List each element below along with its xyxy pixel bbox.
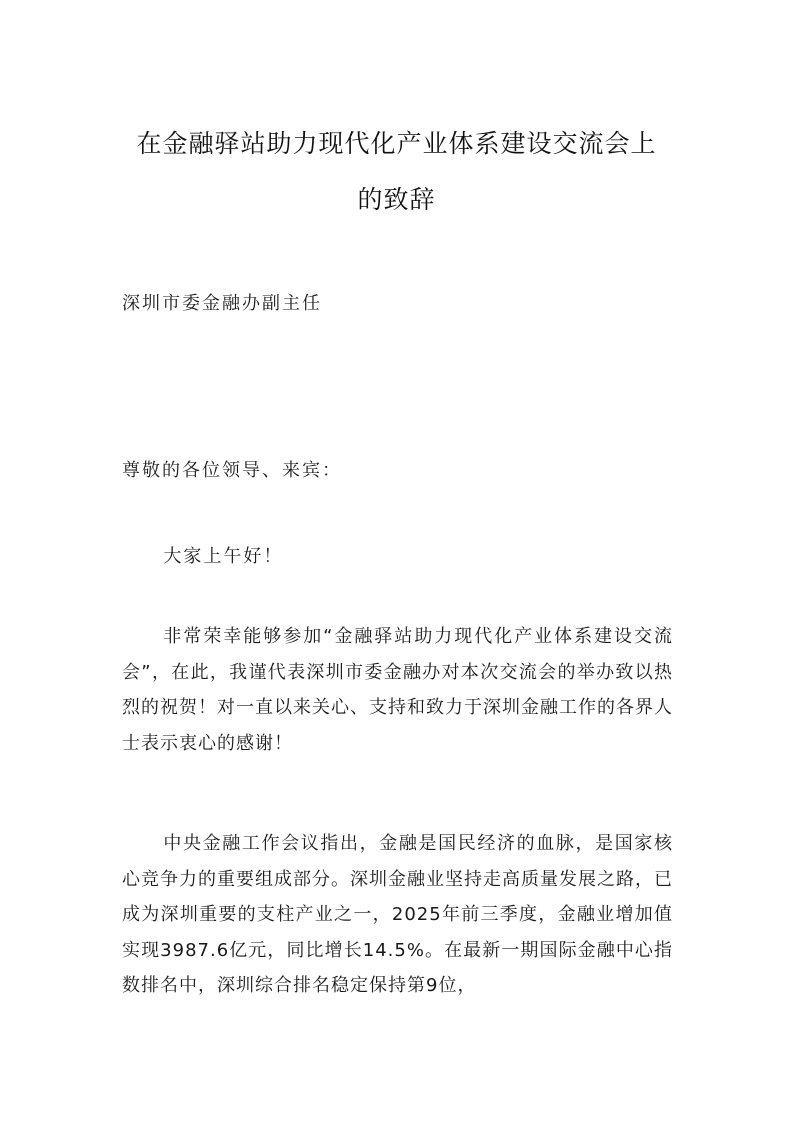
body-paragraph-2: 中央金融工作会议指出，金融是国民经济的血脉，是国家核心竞争力的重要组成部分。深圳金融业坚持走高质量发展之路，已成为深圳重要的支柱产业之一，2025年前三季度，金融业增加值实现3987.6亿元，同比增长14.5%。在最新一期国际金融中心指数排名中，深圳综合排名稳定保持第9位， bbox=[122, 833, 673, 996]
greeting-paragraph: 大家上午好！ bbox=[163, 546, 284, 567]
body-paragraph-1: 非常荣幸能够参加“金融驿站助力现代化产业体系建设交流会”，在此，我谨代表深圳市委金融办对本次交流会的举办致以热烈的祝贺！对一直以来关心、支持和致力于深圳金融工作的各界人士表示衷心的感谢！ bbox=[122, 626, 673, 754]
title-line-2: 的致辞 bbox=[357, 185, 436, 214]
title-line-1: 在金融驿站助力现代化产业体系建设交流会上 bbox=[136, 129, 657, 158]
speaker-byline: 深圳市委金融办副主任 bbox=[122, 293, 322, 314]
salutation: 尊敬的各位领导、来宾： bbox=[122, 460, 342, 481]
document-title bbox=[110, 116, 683, 228]
